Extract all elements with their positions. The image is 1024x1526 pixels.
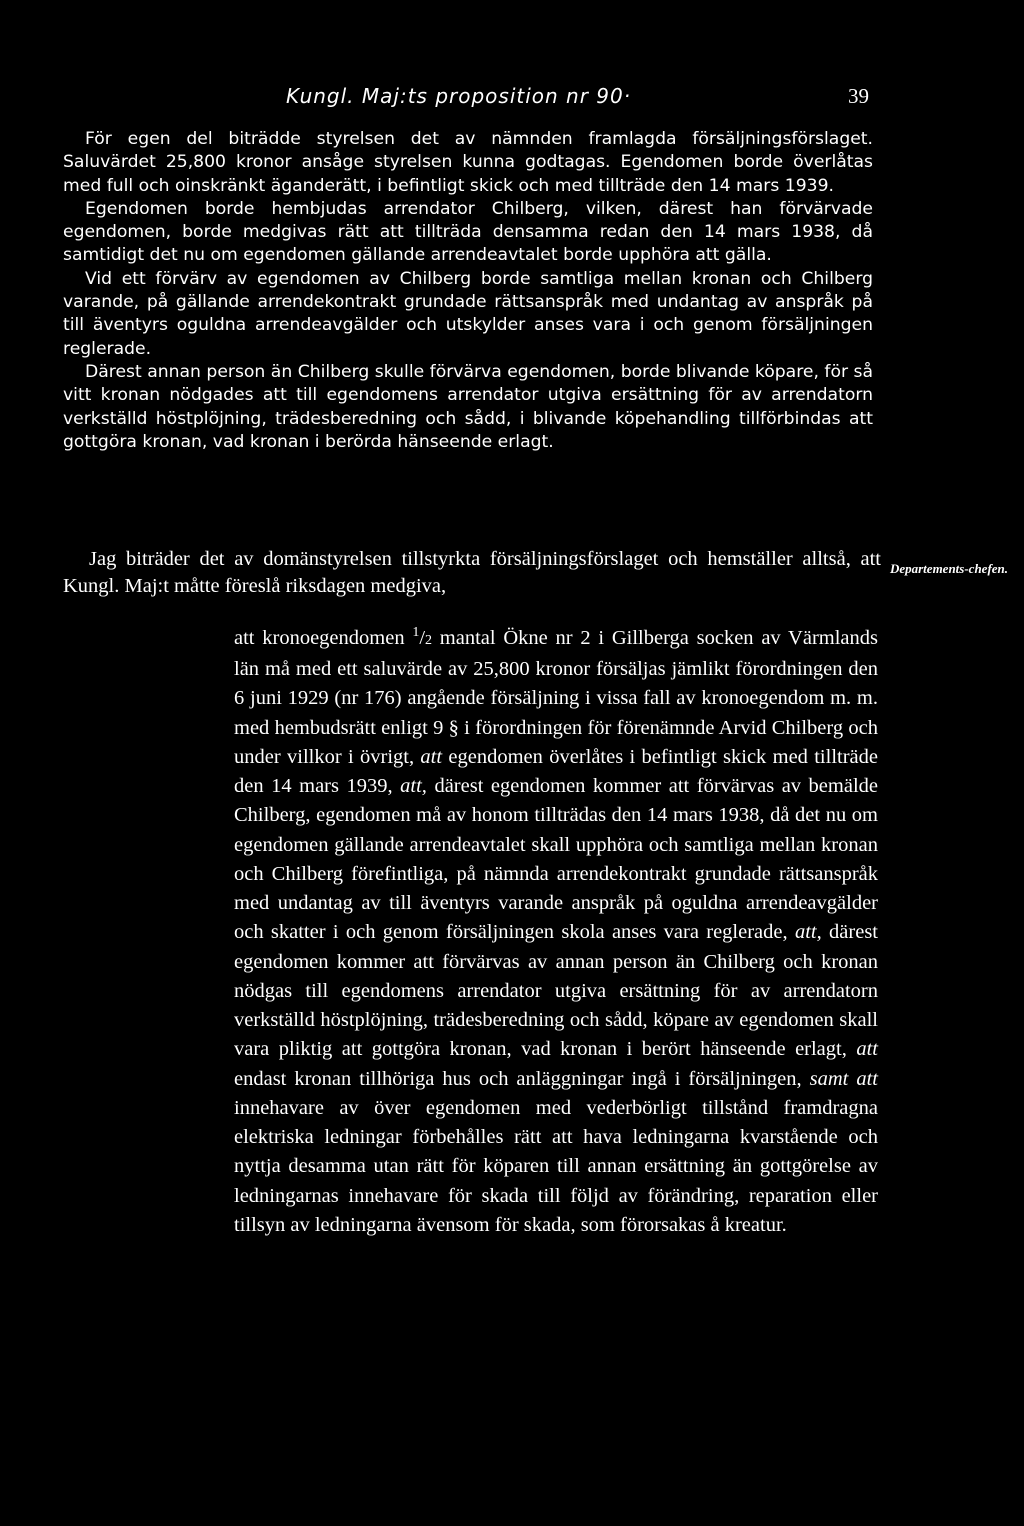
fraction-denominator: 2	[425, 632, 433, 648]
emphasis-att-1: att	[420, 745, 443, 768]
minister-statement	[63, 546, 881, 600]
proposal-part-7: innehavare av över egendomen med vederbörligt tillstånd framdragna elektriska ledningar förbehålles rätt att hava ledningarna kvarstående och nyttja desamma utan rätt för köparen till annan ersättning än gottgörelse av ledningarnas innehavare för skada till följd av förändring, reparation eller tillsyn av ledningarna ävensom för skada, som förorsakas å kreatur.	[234, 1096, 878, 1236]
paragraph-claims-settlement: Vid ett förvärv av egendomen av Chilberg borde samtliga mellan kronan och Chilberg varande, på gällande arrendekontrakt grundade rättsanspråk med undantag av anspråk på till äventyrs oguldna arrendeavgälder och utskylder anses vara i och genom försäljningen reglerade.	[63, 268, 873, 359]
proposal-part-5: därest egendomen kommer att förvärvas av annan person än Chilberg och kronan nödgas till egendomens arrendator utgiva ersättning för av arrendatorn verkställd höstplöjning, trädesberedning och sådd, köpare av egendomen skall vara pliktig att gottgöra kronan, vad kronan i berört hänseende erlagt,	[234, 921, 878, 1061]
margin-note: Departements-chefen.	[889, 561, 1009, 576]
proposal-part-2: mantal Ökne nr 2 i Gillberga socken av Värmlands län må med ett saluvärde av 25,800 kronor försäljas jämlikt förordningen den 6 juni 1929 (nr 176) angående försäljning i vissa fall av kronoegendom m. m. med hembudsrätt enligt 9 § i förordningen för förenämnde Arvid Chilberg och under villkor i övrigt,	[234, 626, 879, 768]
paragraph-sales-proposal: För egen del biträdde styrelsen det av nämnden framlagda försäljningsförslaget. Saluvärdet 25,800 kronor ansåge styrelsen kunna godtagas. Egendomen borde överlåtas med full och oinskränkt äganderätt, i befintligt skick och med tillträde den 14 mars 1939.	[63, 129, 873, 196]
report-summary	[63, 128, 873, 454]
emphasis-att-4: att	[856, 1038, 878, 1061]
fraction-numerator: 1	[412, 625, 420, 640]
proposal-paragraph: att kronoegendomen $^1$/2 mantal Ökne nr 2 i Gillberga socken av Värmlands län må med ett saluvärde av 25,800 kronor försäljas jämlikt förordningen den 6 juni 1929 (nr 176) angående försäljning i vissa fall av kronoegendom m. m. med hembudsrätt enligt 9 § i förordningen för förenämnde Arvid Chilberg och under villkor i övrigt, att egendomen överlåtes i befintligt skick med tillträde den 14 mars 1939, att, därest egendomen kommer att förvärvas av bemälde Chilberg, egendomen må av honom tillträdas den 14 mars 1938, då det nu om egendomen gällande arrendeavtalet skall upphöra och samtliga mellan kronan och Chilberg förefintliga, på nämnda arrendekontrakt grundade rättsanspråk med undantag av till äventyrs varande anspråk på oguldna arrendeavgälder och skatter i och genom försäljningen skola anses vara reglerade, att, därest egendomen kommer att förvärvas av annan person än Chilberg och kronan nödgas till egendomens arrendator utgiva ersättning för av arrendatorn verkställd höstplöjning, trädesberedning och sådd, köpare av egendomen skall vara pliktig att gottgöra kronan, vad kronan i berört hänseende erlagt, att endast kronan tillhöriga hus och anläggningar ingå i försäljningen, samt att innehavare av över egendomen med vederbörligt tillstånd framdragna elektriska ledningar förbehålles rätt att hava ledningarna kvarstående och nyttja desamma utan rätt för köparen till annan ersättning än gottgörelse av ledningarnas innehavare för skada till följd av förändring, reparation eller tillsyn av ledningarna ävensom för skada, som förorsakas å kreatur.	[234, 625, 879, 1236]
paragraph-offer-to-tenant: Egendomen borde hembjudas arrendator Chilberg, vilken, därest han förvärvade egendomen, borde medgivas rätt att tillträda densamma redan den 14 mars 1938, då samtidigt det nu om egendomen gällande arrendeavtalet borde upphöra att gälla.	[63, 198, 873, 266]
page-header	[0, 84, 1024, 118]
running-title: Kungl. Maj:ts proposition nr 90·	[286, 84, 632, 108]
emphasis-samt-att: samt att	[809, 1067, 878, 1090]
paragraph-other-buyer: Därest annan person än Chilberg skulle förvärva egendomen, borde blivande köpare, för så vitt kronan nödgades att till egendomens arrendator utgiva ersättning för av arrendatorn verkställd höstplöjning, trädesberedning och sådd, i blivande köpehandling tillförbindas att gottgöra kronan, vad kronan i berörda hänseende erlagt.	[63, 361, 873, 452]
page-number: 39	[848, 84, 869, 108]
proposal-part-3: egendomen överlåtes i befintligt skick med tillträde den 14 mars 1939,	[234, 745, 878, 798]
decision-paragraph: Jag biträder det av domänstyrelsen tillstyrkta försäljningsförslaget och hemställer alltså, att Kungl. Maj:t måtte föreslå riksdagen medgiva,	[63, 548, 881, 597]
emphasis-att-3: att,	[794, 921, 822, 944]
proposal-part-1: att kronoegendomen	[234, 626, 413, 649]
proposal-part-6: endast kronan tillhöriga hus och anläggningar ingå i försäljningen,	[234, 1067, 810, 1090]
proposal-text	[234, 618, 878, 1240]
proposal-part-4: därest egendomen kommer att förvärvas av bemälde Chilberg, egendomen må av honom tillträdas den 14 mars 1938, då det nu om egendomen gällande arrendeavtalet skall upphöra och samtliga mellan kronan och Chilberg förefintliga, på nämnda arrendekontrakt grundade rättsanspråk med undantag av till äventyrs varande anspråk på oguldna arrendeavgälder och skatter i och genom försäljningen skola anses vara reglerade,	[234, 775, 878, 944]
emphasis-att-2: att,	[400, 775, 427, 798]
